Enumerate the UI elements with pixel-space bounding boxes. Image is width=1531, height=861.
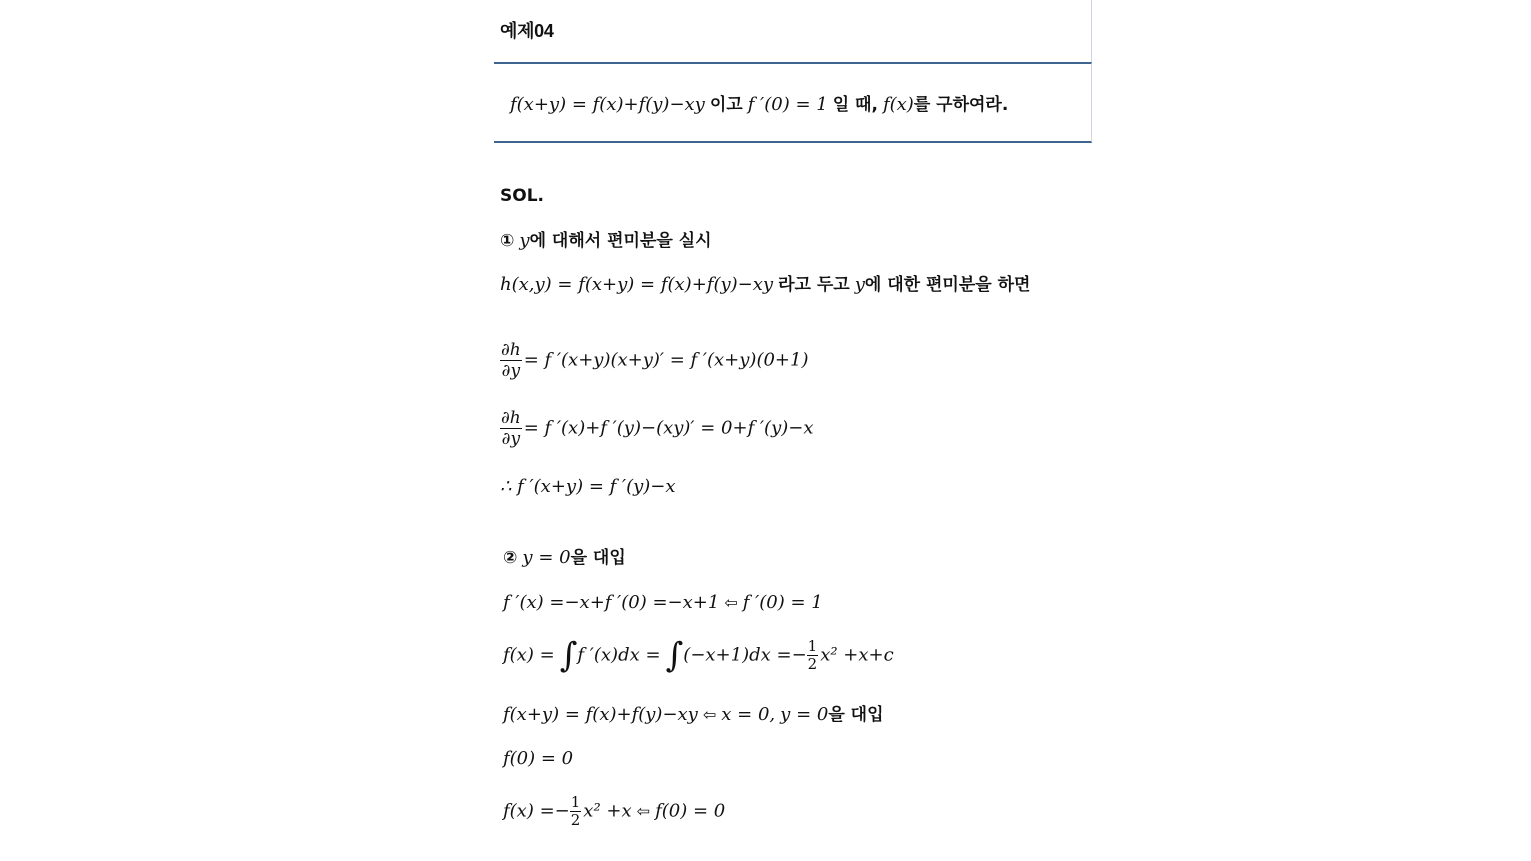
integration-lhs: f(x) = xyxy=(503,644,555,666)
final-half-numerator: 1 xyxy=(570,793,581,811)
left-arrow-icon: ⇦ xyxy=(724,593,738,612)
left-arrow-icon: ⇦ xyxy=(702,705,717,724)
h-definition-text-1: 라고 두고 xyxy=(778,275,850,295)
final-answer-condition: f(0) = 0 xyxy=(655,800,726,822)
problem-text-1: 이고 xyxy=(709,95,743,115)
example-title: 예제04 xyxy=(500,21,554,41)
substitution-condition-x: x = 0, xyxy=(721,704,776,725)
half-fraction-denominator: 2 xyxy=(807,655,818,673)
solution-label: SOL. xyxy=(500,186,544,206)
partial-derivative-2-rhs: = f ′(x)+f ′(y)−(xy)′ = 0+f ′(y)−x xyxy=(523,417,814,439)
f-zero-equation: f(0) = 0 xyxy=(503,748,574,769)
final-answer-line xyxy=(503,794,725,829)
problem-box xyxy=(494,62,1092,143)
derivative-result-equation: f ′(x) =−x+f ′(0) =−x+1 xyxy=(503,592,720,613)
content-column xyxy=(494,0,1092,829)
substitution-equation: f(x+y) = f(x)+f(y)−xy xyxy=(503,704,698,725)
partial-derivative-line-2 xyxy=(500,408,814,449)
partial-fraction-1 xyxy=(500,340,522,381)
h-definition-variable: y xyxy=(854,274,865,295)
partial-fraction-1-denominator: ∂y xyxy=(501,361,521,381)
final-answer-tail: x² +x xyxy=(583,800,632,822)
partial-fraction-2-numerator: ∂h xyxy=(501,408,521,428)
therefore-line xyxy=(500,474,676,499)
half-fraction xyxy=(807,638,819,673)
therefore-equation: ∴ f ′(x+y) = f ′(y)−x xyxy=(500,476,676,497)
integration-body-1: f ′(x)dx = xyxy=(577,644,661,666)
partial-fraction-2 xyxy=(500,408,522,449)
step-2-marker: ② xyxy=(503,548,518,568)
step-2-equation: y = 0 xyxy=(522,547,571,568)
problem-header xyxy=(494,0,1092,62)
integration-body-2: (−x+1)dx =− xyxy=(683,644,807,666)
left-arrow-icon: ⇦ xyxy=(636,801,651,821)
step-2-text: 을 대입 xyxy=(570,548,626,568)
problem-text-3: 를 구하여라. xyxy=(913,95,1009,115)
partial-fraction-1-numerator: ∂h xyxy=(501,340,521,360)
problem-target: f(x) xyxy=(882,94,914,115)
substitution-text: 을 대입 xyxy=(828,705,884,725)
half-fraction-numerator: 1 xyxy=(807,637,818,655)
substitution-line xyxy=(503,702,884,727)
integral-sign-icon: ∫ xyxy=(559,635,578,676)
step-1-marker: ① xyxy=(500,231,515,251)
partial-fraction-2-denominator: ∂y xyxy=(501,429,521,449)
h-definition-equation: h(x,y) = f(x+y) = f(x)+f(y)−xy xyxy=(500,274,774,295)
derivative-result-condition: f ′(0) = 1 xyxy=(742,592,823,613)
h-definition-line xyxy=(500,272,1030,297)
final-half-denominator: 2 xyxy=(570,811,581,829)
step-1-variable: y xyxy=(519,230,530,251)
substitution-condition-y: y = 0 xyxy=(780,704,829,725)
partial-derivative-1-rhs: = f ′(x+y)(x+y)′ = f ′(x+y)(0+1) xyxy=(523,349,809,371)
derivative-result-line xyxy=(503,590,823,615)
h-definition-text-2: 에 대한 편미분을 하면 xyxy=(864,275,1031,295)
final-half-fraction xyxy=(570,794,582,829)
step-1-text: 에 대해서 편미분을 실시 xyxy=(529,231,712,251)
step-2-heading xyxy=(503,545,626,570)
step-1-heading xyxy=(500,228,712,253)
problem-condition: f ′(0) = 1 xyxy=(747,94,828,115)
problem-equation: f(x+y) = f(x)+f(y)−xy xyxy=(510,94,705,115)
integration-tail: x² +x+c xyxy=(820,644,894,666)
problem-text-2: 일 때, xyxy=(832,95,878,115)
partial-derivative-line-1 xyxy=(500,340,808,381)
final-answer-lhs: f(x) =− xyxy=(503,800,570,822)
f-zero-line xyxy=(503,746,573,771)
integral-sign-icon: ∫ xyxy=(665,635,684,676)
integration-line xyxy=(503,635,894,676)
problem-statement xyxy=(510,90,1008,115)
